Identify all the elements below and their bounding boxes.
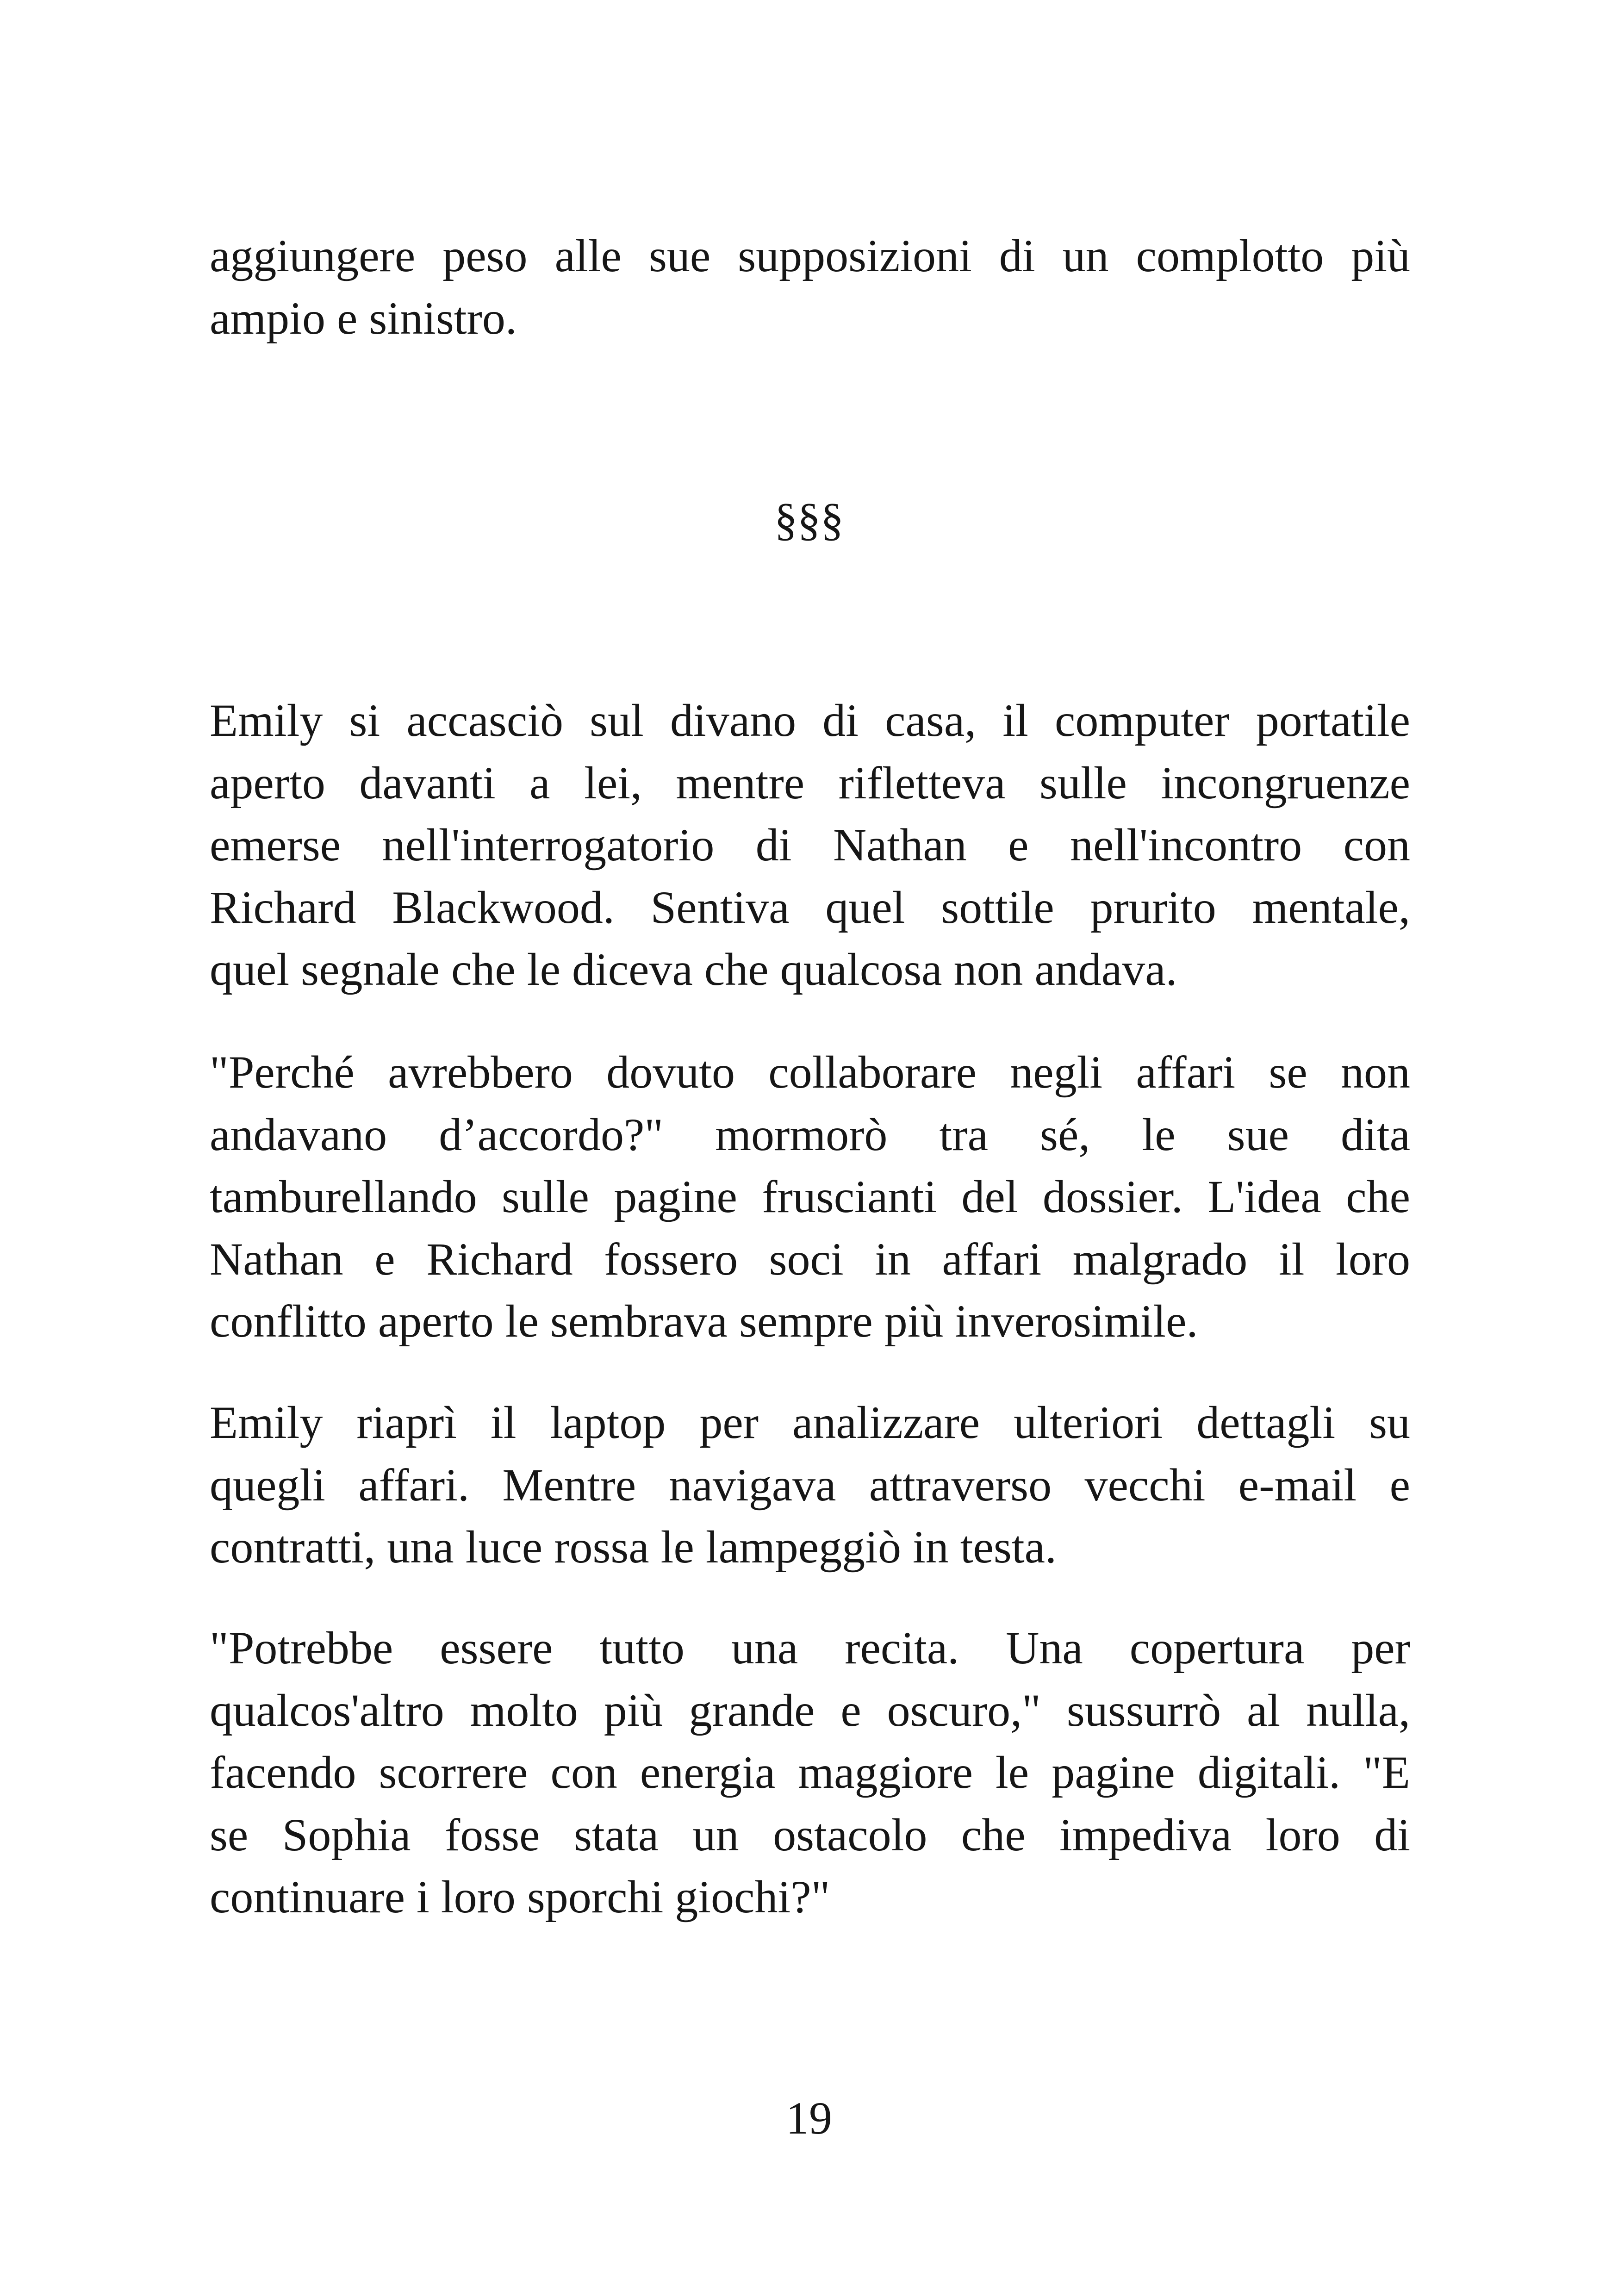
text-line: ampio e sinistro. — [210, 292, 517, 344]
page-number: 19 — [786, 2092, 832, 2144]
text-line: Emily si accasciò sul divano di casa, il computer portatile — [210, 695, 1410, 746]
paragraph — [210, 690, 1410, 1001]
paragraph — [210, 1392, 1410, 1579]
paragraph — [210, 1617, 1410, 1929]
text-line: facendo scorrere con energia maggiore le pagine digitali. "E — [210, 1747, 1410, 1798]
text-line: quel segnale che le diceva che qualcosa non andava. — [210, 944, 1177, 995]
text-line: emerse nell'interrogatorio di Nathan e nell'incontro con — [210, 819, 1410, 871]
text-line: "Perché avrebbero dovuto collaborare negli affari se non — [210, 1046, 1410, 1098]
text-line: aggiungere peso alle sue supposizioni di un complotto più — [210, 230, 1410, 281]
text-line: se Sophia fosse stata un ostacolo che impediva loro di — [210, 1809, 1410, 1860]
text-line: quegli affari. Mentre navigava attraverso vecchi e-mail e — [210, 1459, 1410, 1511]
text-line: Richard Blackwood. Sentiva quel sottile prurito mentale, — [210, 881, 1410, 933]
paragraph — [210, 1041, 1410, 1353]
text-line: "Potrebbe essere tutto una recita. Una copertura per — [210, 1622, 1410, 1674]
text-line: Emily riaprì il laptop per analizzare ulteriori dettagli su — [210, 1397, 1410, 1448]
text-line: continuare i loro sporchi giochi?" — [210, 1871, 830, 1923]
text-line: tamburellando sulle pagine fruscianti del dossier. L'idea che — [210, 1171, 1410, 1222]
continuation-paragraph — [210, 225, 1410, 349]
text-line: andavano d’accordo?" mormorò tra sé, le sue dita — [210, 1108, 1410, 1160]
text-line: conflitto aperto le sembrava sempre più inverosimile. — [210, 1295, 1198, 1347]
text-line: qualcos'altro molto più grande e oscuro," sussurrò al nulla, — [210, 1684, 1410, 1736]
text-line: aperto davanti a lei, mentre rifletteva sulle incongruenze — [210, 757, 1410, 809]
text-line: Nathan e Richard fossero soci in affari malgrado il loro — [210, 1233, 1410, 1285]
text-line: contratti, una luce rossa le lampeggiò in testa. — [210, 1521, 1057, 1573]
scene-break: §§§ — [774, 494, 844, 545]
